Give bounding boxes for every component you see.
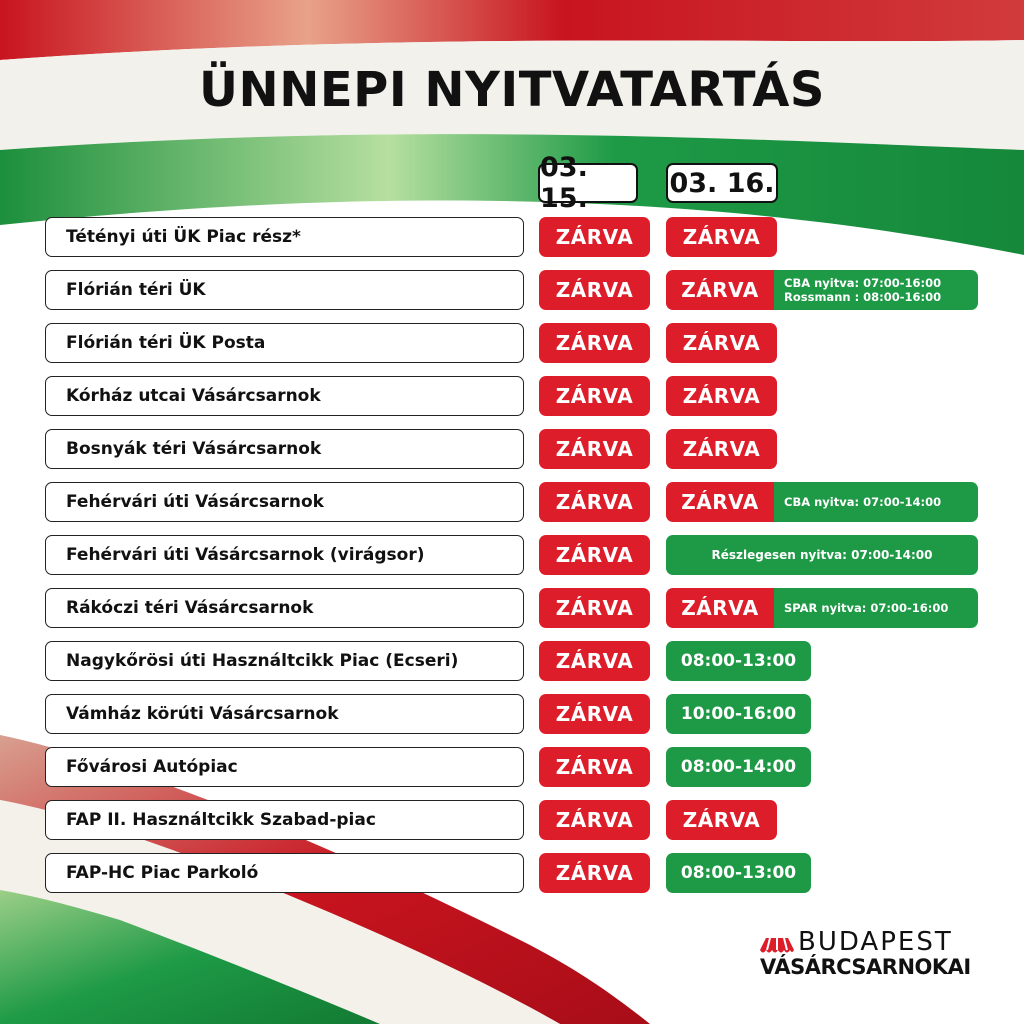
venue-name: Rákóczi téri Vásárcsarnok [45,588,524,628]
day1-status: ZÁRVA [539,747,650,787]
schedule-row [0,694,1024,734]
opening-note [774,270,978,310]
schedule-row [0,535,1024,575]
venue-name: FAP II. Használtcikk Szabad-piac [45,800,524,840]
venue-name: Flórián téri ÜK [45,270,524,310]
schedule-row [0,747,1024,787]
venue-name: Kórház utcai Vásárcsarnok [45,376,524,416]
day1-status: ZÁRVA [539,535,650,575]
venue-name: Fehérvári úti Vásárcsarnok [45,482,524,522]
day1-status: ZÁRVA [539,217,650,257]
opening-note-line: CBA nyitva: 07:00-14:00 [784,495,942,509]
schedule-row [0,323,1024,363]
schedule-row [0,853,1024,893]
day2-status: ZÁRVA [666,270,774,310]
logo-text-top: BUDAPEST [798,927,953,957]
day1-status: ZÁRVA [539,800,650,840]
day2-open-hours: 08:00-13:00 [666,641,811,681]
venue-name: Fehérvári úti Vásárcsarnok (virágsor) [45,535,524,575]
page-title: ÜNNEPI NYITVATARTÁS [199,62,825,118]
budapest-vasarcsarnokai-logo [758,928,978,980]
day2-status-with-note [666,588,978,628]
day2-status-with-note [666,270,978,310]
schedule-row [0,641,1024,681]
date-header-day1: 03. 15. [538,163,638,203]
schedule-row [0,588,1024,628]
day1-status: ZÁRVA [539,323,650,363]
opening-note-line: CBA nyitva: 07:00-16:00 [784,276,942,290]
day1-status: ZÁRVA [539,429,650,469]
day2-open-hours: 08:00-14:00 [666,747,811,787]
day2-status-with-note [666,482,978,522]
venue-name: FAP-HC Piac Parkoló [45,853,524,893]
venue-name: Tétényi úti ÜK Piac rész* [45,217,524,257]
day2-status: ZÁRVA [666,323,777,363]
day1-status: ZÁRVA [539,641,650,681]
day1-status: ZÁRVA [539,694,650,734]
day2-partial-open: Részlegesen nyitva: 07:00-14:00 [666,535,978,575]
day2-open-hours: 08:00-13:00 [666,853,811,893]
opening-note [774,482,978,522]
schedule-row [0,376,1024,416]
venue-name: Nagykőrösi úti Használtcikk Piac (Ecseri) [45,641,524,681]
day2-status: ZÁRVA [666,800,777,840]
schedule-row [0,270,1024,310]
day2-status: ZÁRVA [666,482,774,522]
schedule-row [0,800,1024,840]
day2-status: ZÁRVA [666,588,774,628]
venue-name: Flórián téri ÜK Posta [45,323,524,363]
opening-note [774,588,978,628]
opening-note-line: SPAR nyitva: 07:00-16:00 [784,601,949,615]
logo-text-bottom: VÁSÁRCSARNOKAI [760,955,971,979]
day2-open-hours: 10:00-16:00 [666,694,811,734]
date-header-day2: 03. 16. [666,163,778,203]
venue-name: Fővárosi Autópiac [45,747,524,787]
day2-status: ZÁRVA [666,376,777,416]
opening-note-line: Rossmann : 08:00-16:00 [784,290,942,304]
day2-status: ZÁRVA [666,217,777,257]
venue-name: Bosnyák téri Vásárcsarnok [45,429,524,469]
venue-name: Vámház körúti Vásárcsarnok [45,694,524,734]
day2-status: ZÁRVA [666,429,777,469]
day1-status: ZÁRVA [539,482,650,522]
schedule-row [0,429,1024,469]
schedule-row [0,217,1024,257]
day1-status: ZÁRVA [539,853,650,893]
day1-status: ZÁRVA [539,270,650,310]
schedule-row [0,482,1024,522]
day1-status: ZÁRVA [539,376,650,416]
day1-status: ZÁRVA [539,588,650,628]
